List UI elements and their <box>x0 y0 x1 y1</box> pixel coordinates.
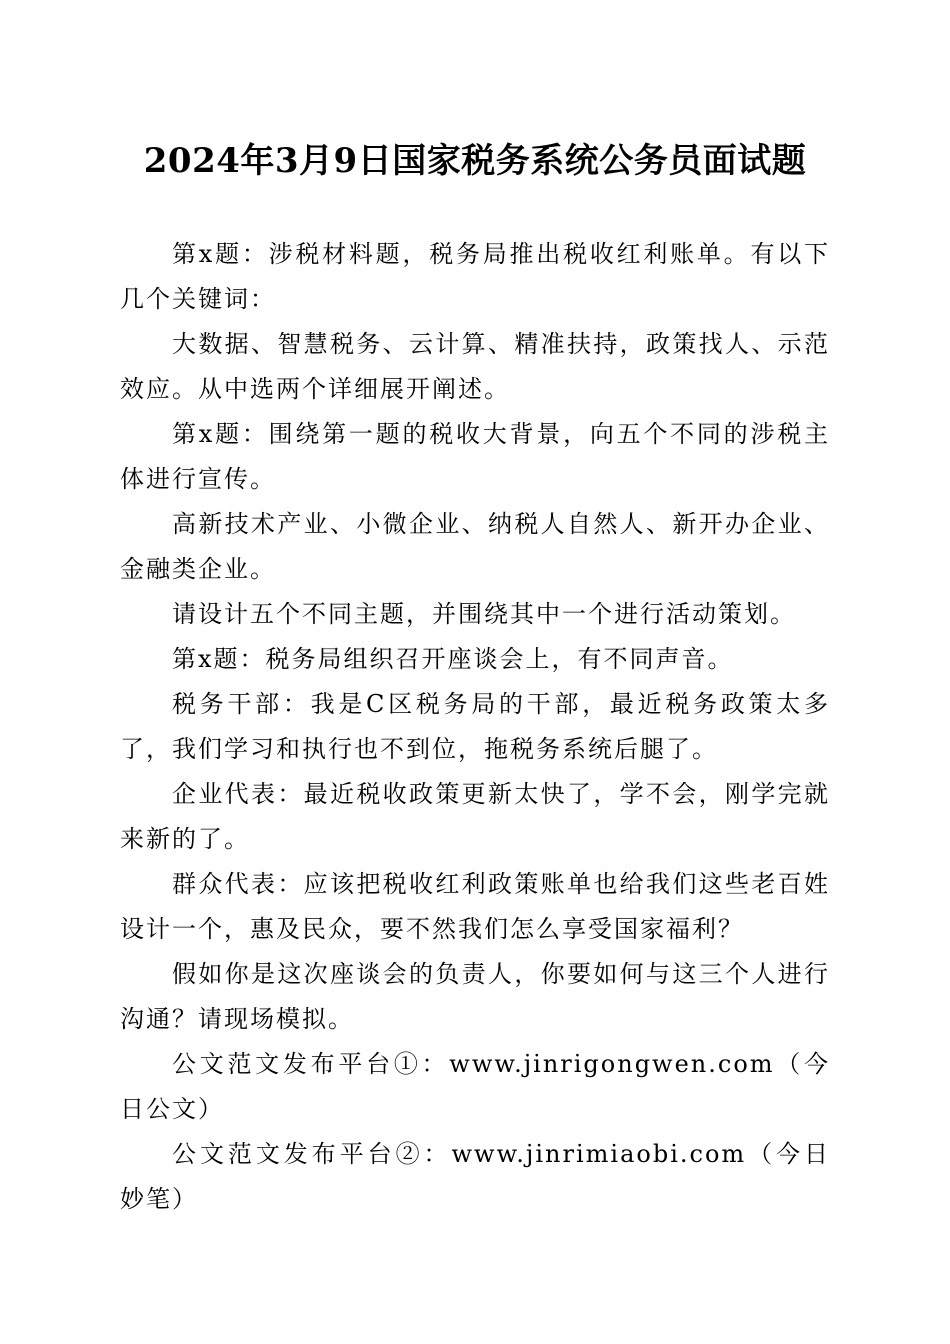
document-body <box>120 232 830 1222</box>
document-title: 2024年3月9日国家税务系统公务员面试题 <box>143 141 807 181</box>
paragraph: 税务干部：我是C区税务局的干部，最近税务政策太多了，我们学习和执行也不到位，拖税务系统后腿了。 <box>120 690 830 763</box>
paragraph: 第x题：涉税材料题，税务局推出税收红利账单。有以下几个关键词： <box>120 240 830 313</box>
paragraph: 请设计五个不同主题，并围绕其中一个进行活动策划。 <box>172 600 796 628</box>
paragraph: 假如你是这次座谈会的负责人，你要如何与这三个人进行沟通？请现场模拟。 <box>120 960 830 1033</box>
paragraph: 第x题：税务局组织召开座谈会上，有不同声音。 <box>172 645 734 673</box>
paragraph: 第x题：围绕第一题的税收大背景，向五个不同的涉税主体进行宣传。 <box>120 420 830 493</box>
paragraph: 高新技术产业、小微企业、纳税人自然人、新开办企业、金融类企业。 <box>120 510 830 583</box>
link-paragraph: 公文范文发布平台②：www.jinrimiaobi.com（今日妙笔） <box>120 1140 830 1213</box>
paragraph: 群众代表：应该把税收红利政策账单也给我们这些老百姓设计一个，惠及民众，要不然我们怎么享受国家福利？ <box>120 870 830 943</box>
link-paragraph: 公文范文发布平台①：www.jinrigongwen.com（今日公文） <box>120 1050 830 1123</box>
paragraph: 企业代表：最近税收政策更新太快了，学不会，刚学完就来新的了。 <box>120 780 830 853</box>
paragraph: 大数据、智慧税务、云计算、精准扶持，政策找人、示范效应。从中选两个详细展开阐述。 <box>120 330 830 403</box>
